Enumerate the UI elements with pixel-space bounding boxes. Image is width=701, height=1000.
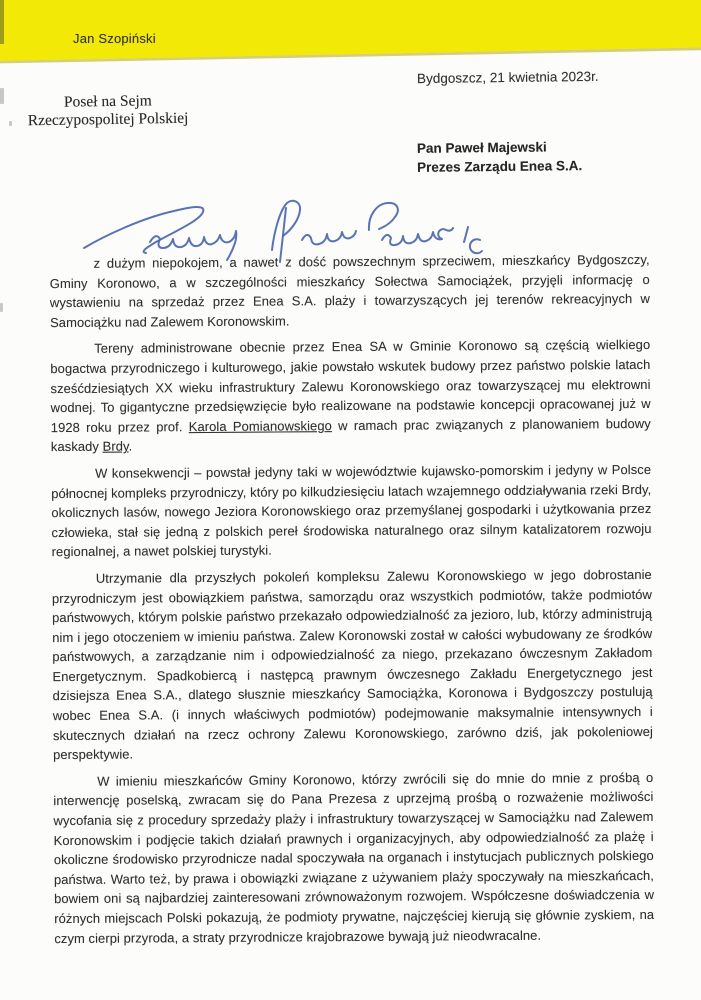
paragraph-text: z dużym niepokojem, a nawet z dość powszechnym sprzeciwem, mieszkańcy Bydgoszczy, Gminy Koronowo, a w szczególności mieszkańcy Sołectwa Samociążek, przyjęli informację o wystawieniu na sprzedaż przez Enea S.A. plaży i towarzyszących jej terenów rekreacyjnych w Samociążku nad Zalewem Koronowskim. [49,251,650,330]
body-paragraphs [50,250,655,955]
body-paragraph [50,335,651,457]
addressee-title: Prezes Zarządu Enea S.A. [417,157,583,175]
underlined-text: Brdy [102,438,129,455]
scan-edge-mark [0,0,4,44]
underlined-text: Karola Pomianowskiego [188,417,332,434]
sender-title-block [18,92,199,131]
body-paragraph [53,768,654,949]
addressee-block [417,138,582,177]
scan-smudge [9,121,12,126]
paragraph-text: . [128,438,133,454]
scan-smudge [0,88,4,104]
sender-title-line2: Rzeczypospolitej Polskiej [27,109,189,130]
paragraph-text: w ramach prac związanych z planowaniem budowy kaskady [50,415,651,455]
body-paragraph [51,460,652,562]
sender-name: Jan Szopiński [73,31,156,46]
paragraph-text: Tereny administrowane obecnie przez Enea SA w Gminie Koronowo są częścią wielkiego bogactwa przyrodniczego i kulturowego, jakie powstało wskutek budowy przez państwo polskie latach sześćdziesiątych XX wieku infrastruktury Zalewu Koronowskiego oraz towarzyszącej mu elektrowni wodnej. To gigantyczne przedsięwzięcie było realizowane na podstawie koncepcji opracowanej już w 1928 roku przez prof. [50,337,651,435]
paragraph-text: W imieniu mieszkańców Gminy Koronowo, którzy zwrócili się do mnie do mnie z prośbą o interwencję poselską, zwracam się do Pana Prezesa z uprzejmą prośbą o rozważenie możliwości wycofania się z procedury sprzedaży plaży i infrastruktury towarzyszącej w Samociążku nad Zalewem Koronowskim i podjęcie takich działań prawnych i organizacyjnych, aby odpowiedzialność za plażę i okoliczne środowisko przyrodnicze nadal spoczywała na organach i instytucjach publicznych polskiego państwa. Warto też, by prawa i obowiązki związane z używaniem plaży spoczywały na mieszkańcach, bowiem oni są najbardziej zainteresowani zrównoważonym rozwojem. Współczesne doświadczenia w różnych miejscach Polski pokazują, że podmioty prywatne, najczęściej kierują się głównie zyskiem, na czym cierpi przyroda, a straty przyrodnicze krajobrazowe bywają już nieodwracalne. [53,769,655,946]
paragraph-text: Utrzymanie dla przyszłych pokoleń kompleksu Zalewu Koronowskiego w jego dobrostanie przyrodniczym jest obowiązkiem państwa, samorządu oraz wszystkich podmiotów, także podmiotów państwowych, którym polskie państwo przekazało odpowiedzialność za jezioro, lub, którzy administrują nim i jego otoczeniem w imieniu państwa. Zalew Koronowski został w całości wybudowany ze środków państwowych, a zarządzanie nim i odpowiedzialność za niego, przekazano ówczesnym Zakładom Energetycznym. Spadkobiercą i następcą prawnym ówczesnego Zakładu Energetycznego jest dzisiejsza Enea S.A., dlatego słusznie mieszkańcy Samociążka, Koronowa i Bydgoszczy postulują wobec Enea S.A. (i innych właściwych podmiotów) podejmowanie maksymalnie intensywnych i skutecznych działań na rzecz ochrony Zalewu Koronowskiego, zarówno dziś, jak pokoleniowej perspektywie. [51,566,653,763]
body-paragraph [50,250,651,333]
sender-title-line1: Poseł na Sejm [63,92,152,111]
scan-smudge [0,303,3,312]
addressee-name: Pan Paweł Majewski [416,139,547,156]
body-paragraph [52,565,653,765]
dateline: Bydgoszcz, 21 kwietnia 2023r. [416,68,599,87]
paragraph-text: W konsekwencji – powstał jedyny taki w województwie kujawsko-pomorskim i jedyny w Polsce północnej kompleks przyrodniczy, który po kilkudziesięciu latach wzajemnego oddziaływania rzeki Brdy, okolicznych lasów, nowego Jeziora Koronowskiego oraz przemyślanej gospodarki i użytkowania przez człowieka, stał się jedną z polskich pereł środowiska naturalnego oraz silnym katalizatorem rozwoju regionalnej, a nawet polskiej turystyki. [51,461,652,560]
